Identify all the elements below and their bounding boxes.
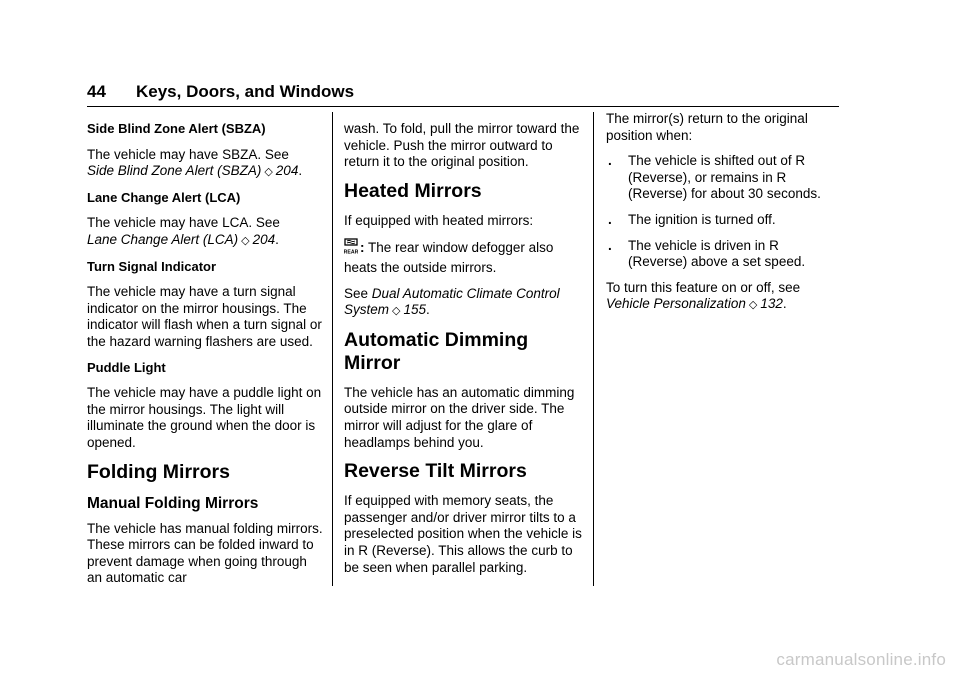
- lca-paragraph: The vehicle may have LCA. See Lane Change Alert (LCA) ◇ 204.: [87, 215, 280, 247]
- personalization-ref-link[interactable]: Vehicle Personalization: [606, 296, 746, 312]
- return-intro: The mirror(s) return to the original position when:: [606, 111, 808, 143]
- sbza-subheading: Side Blind Zone Alert (SBZA): [87, 121, 266, 136]
- column-divider-2: [593, 112, 594, 586]
- list-item: . The vehicle is driven in R (Reverse) above a set speed.: [608, 237, 806, 270]
- lca-page-link[interactable]: 204: [252, 231, 276, 247]
- reverse-tilt-heading: Reverse Tilt Mirrors: [344, 460, 527, 483]
- column-1: [87, 121, 323, 596]
- turn-signal-subheading: Turn Signal Indicator: [87, 258, 217, 274]
- puddle-light-paragraph: The vehicle may have a puddle light on the mirror housings. The light will illuminate the ground when the door is opened.: [87, 385, 322, 450]
- turn-signal-paragraph: The vehicle may have a turn signal indicator on the mirror housings. The indicator will flash when a turn signal or the hazard warning flashers are used.: [87, 284, 322, 349]
- lca-ref-link[interactable]: Lane Change Alert (LCA): [87, 231, 239, 247]
- page-ref-icon: ◇: [392, 305, 401, 318]
- list-item: . The ignition is turned off.: [608, 211, 776, 227]
- page-number: 44: [87, 82, 106, 101]
- chapter-title: Keys, Doors, and Windows: [136, 82, 355, 101]
- sbza-paragraph: The vehicle may have SBZA. See Side Blind Zone Alert (SBZA) ◇ 204.: [87, 146, 303, 179]
- bullet-icon: .: [608, 153, 612, 169]
- sbza-page-link[interactable]: 204: [275, 163, 299, 179]
- bullet-icon: .: [608, 211, 612, 227]
- auto-dimming-paragraph: The vehicle has an automatic dimming outside mirror on the driver side. The mirror will adjust for the glare of headlamps behind you.: [344, 384, 575, 450]
- auto-dimming-heading: Automatic Dimming Mirror: [344, 328, 529, 374]
- manual-folding-paragraph: The vehicle has manual folding mirrors. These mirrors can be folded inward to prevent damage when going through an automatic car: [87, 520, 323, 586]
- puddle-light-subheading: Puddle Light: [87, 359, 166, 375]
- column-divider-1: [332, 112, 333, 586]
- lca-subheading: Lane Change Alert (LCA): [87, 189, 241, 205]
- defogger-paragraph: REAR : The rear window defogger also heats the outside mirrors.: [344, 240, 554, 275]
- page-header: [87, 82, 839, 107]
- heated-intro: If equipped with heated mirrors:: [344, 212, 534, 228]
- climate-ref-paragraph: See Dual Automatic Climate Control System ◇ 155.: [344, 285, 560, 318]
- sbza-ref-link[interactable]: Side Blind Zone Alert (SBZA): [87, 163, 262, 179]
- personalization-page-link[interactable]: 132: [760, 296, 783, 312]
- column-2: [344, 121, 582, 585]
- column-3: [606, 111, 840, 323]
- folding-mirrors-heading: Folding Mirrors: [87, 460, 230, 483]
- folding-continued-paragraph: wash. To fold, pull the mirror toward the vehicle. Push the mirror outward to return it to the original position.: [344, 121, 580, 170]
- svg-text:REAR: REAR: [344, 249, 358, 256]
- climate-ref-link[interactable]: Dual Automatic Climate Control System: [344, 285, 560, 318]
- climate-page-link[interactable]: 155: [403, 302, 427, 318]
- rear-defog-icon: [344, 238, 358, 260]
- manual-folding-heading: Manual Folding Mirrors: [87, 494, 259, 512]
- reverse-tilt-paragraph: If equipped with memory seats, the passenger and/or driver mirror tilts to a preselected position when the vehicle is in R (Reverse). This allows the curb to be seen when parallel parking.: [344, 493, 582, 575]
- list-item: . The vehicle is shifted out of R (Reverse), or remains in R (Reverse) for about 30 seconds.: [608, 153, 821, 202]
- watermark-text: carmanualsonline.info: [776, 650, 946, 669]
- page-ref-icon: ◇: [748, 299, 758, 312]
- heated-mirrors-heading: Heated Mirrors: [344, 179, 482, 202]
- bullet-icon: .: [608, 237, 612, 253]
- turn-feature-paragraph: To turn this feature on or off, see Vehicle Personalization ◇ 132.: [606, 279, 801, 312]
- page-ref-icon: ◇: [264, 166, 273, 179]
- page-ref-icon: ◇: [241, 234, 250, 247]
